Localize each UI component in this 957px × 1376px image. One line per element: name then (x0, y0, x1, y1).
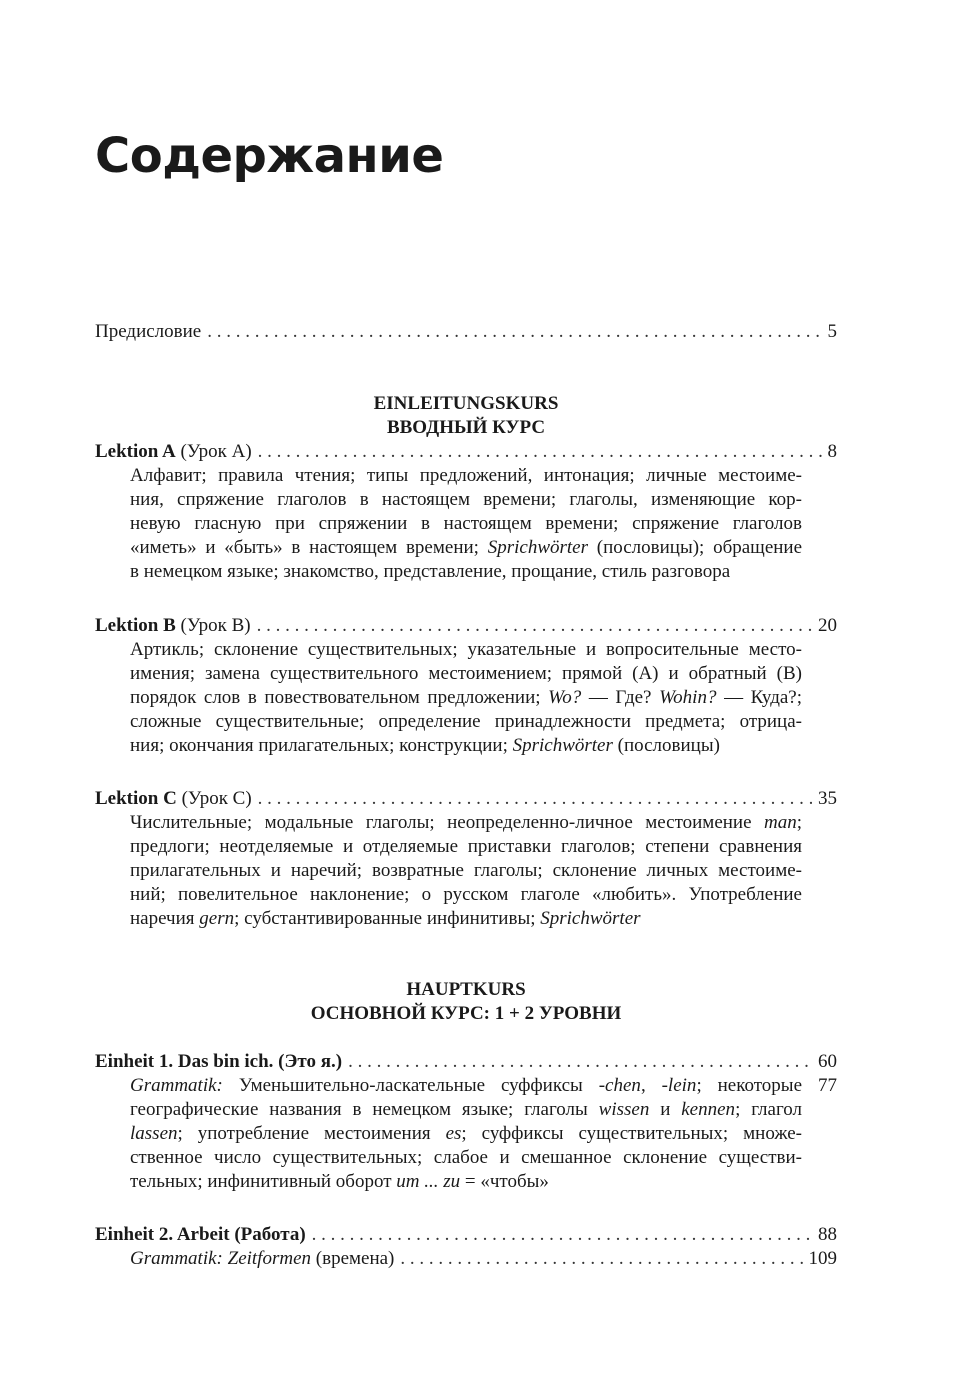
toc-entry-grammar[interactable] (130, 1247, 837, 1271)
dot-leader (207, 320, 821, 344)
toc-entry-title: Einheit 1. Das bin ich. (Это я.) (95, 1051, 343, 1072)
toc-page-number: 60 (818, 1051, 837, 1072)
section-heading-ru: ВВОДНЫЙ КУРС (386, 417, 546, 438)
toc-entry-einheit-1[interactable] (95, 1050, 837, 1074)
toc-entry-title: Einheit 2. Arbeit (Работа) (95, 1224, 306, 1245)
section-heading-de: EINLEITUNGSKURS (373, 393, 559, 414)
dot-leader (400, 1247, 802, 1271)
toc-entry-preface[interactable] (95, 320, 837, 344)
toc-entry-description[interactable]: Grammatik: Уменьшительно-ласкательные суффиксы -chen, -lein; некоторые географические названия в немецком языке; глаголы wissen и kennen; глагол lassen; употребление местоимения es; суффиксы существительных; множе- ственное число существительных; слабое и смешанное склонение существи- тельных; инфинитивный оборот um ... zu = «чтобы» (130, 1075, 803, 1192)
toc-page-number: 8 (827, 441, 837, 462)
toc-entry-subtitle: (Урок С) (181, 788, 252, 809)
toc-entry-description: Алфавит; правила чтения; типы предложений, интонация; личные местоиме- ния, спряжение глаголов в настоящем времени; глаголы, изменяющие кор- невую гласную при спряжении в настоящем времени; спряжение глаголов «иметь» и «быть» в настоящем времени; Sprichwörter (пословицы); обращение в немецком языке; знакомство, представление, прощание, стиль разговора (130, 465, 803, 582)
toc-page-number: 20 (818, 615, 837, 636)
toc-page-number: 35 (818, 788, 837, 809)
toc-entry-lektion-b[interactable] (95, 614, 837, 638)
toc-page-number: 88 (818, 1224, 837, 1245)
toc-entry-lektion-c[interactable] (95, 787, 837, 811)
section-heading-ru: ОСНОВНОЙ КУРС: 1 + 2 УРОВНИ (310, 1003, 622, 1024)
dot-leader (257, 614, 812, 638)
dot-leader (348, 1050, 812, 1074)
toc-entry-description: Артикль; склонение существительных; указательные и вопросительные место- имения; замена существительного местоимением; прямой (А) и обратный (В) порядок слов в повествовательном предложении; Wo? — Где? Wohin? — Куда?; сложные существительные; определение принадлежности предмета; отрица- ния; окончания прилагательных; конструкции; Sprichwörter (пословицы) (130, 639, 803, 756)
dot-leader (258, 787, 812, 811)
toc-entry-label: Предисловие (95, 321, 202, 342)
toc-entry-einheit-2[interactable] (95, 1223, 837, 1247)
toc-entry-subtitle: (времена) (315, 1248, 395, 1269)
toc-entry-title: Lektion A (95, 441, 176, 462)
toc-entry-subtitle: (Урок А) (180, 441, 252, 462)
dot-leader (258, 440, 822, 464)
section-heading-de: HAUPTKURS (406, 979, 526, 1000)
dot-leader (312, 1223, 812, 1247)
toc-entry-lektion-a[interactable] (95, 440, 837, 464)
toc-entry-title: Grammatik: Zeitformen (130, 1248, 312, 1269)
toc-page-number: 5 (827, 321, 837, 342)
toc-page-number: 109 (808, 1248, 837, 1269)
page-title: Содержание (95, 128, 444, 184)
toc-entry-title: Lektion C (95, 788, 177, 809)
toc-entry-description: Числительные; модальные глаголы; неопределенно-личное местоимение man; предлоги; неотделяемые и отделяемые приставки глаголов; степени сравнения прилагательных и наречий; возвратные глаголы; склонение личных местоиме- ний; повелительное наклонение; о русском глаголе «любить». Употребление наречия gern; субстантивированные инфинитивы; Sprichwörter (130, 812, 803, 929)
toc-page-number: 77 (818, 1075, 837, 1096)
toc-entry-title: Lektion B (95, 615, 176, 636)
toc-entry-subtitle: (Урок В) (180, 615, 251, 636)
